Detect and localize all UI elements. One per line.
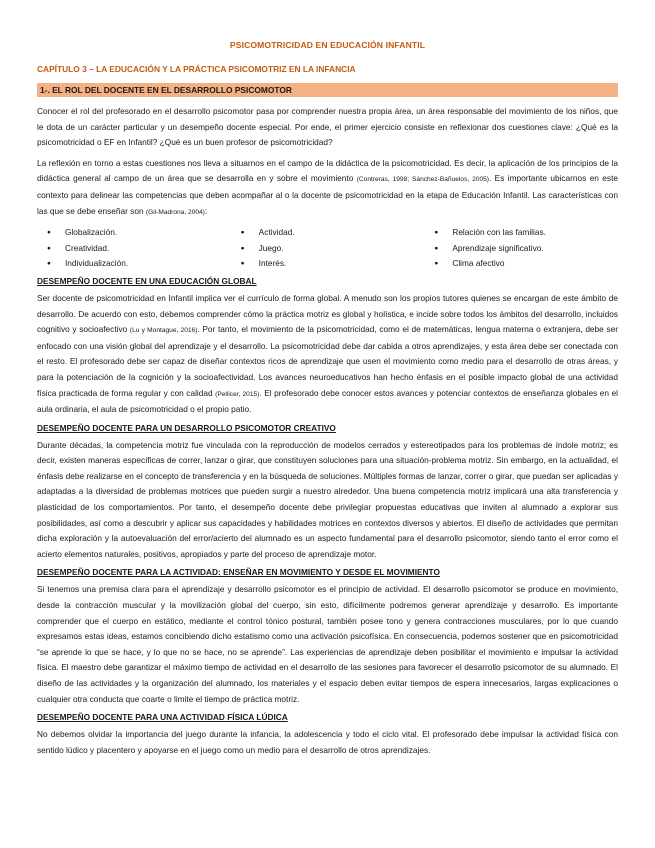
chapter-heading: CAPÍTULO 3 – LA EDUCACIÓN Y LA PRÁCTICA PSICOMOTRIZ EN LA INFANCIA (37, 64, 356, 74)
document-title: PSICOMOTRICIDAD EN EDUCACIÓN INFANTIL (229, 40, 426, 50)
intro-text: La reflexión en torno a estas cuestiones nos lleva a situarnos en el campo de la didáctica de la psicomotricidad. Es decir, la aplicación de los principios de la didáctica general al campo de un área que se desarrolla en y sobre el movimiento (37, 157, 618, 184)
list-item: ● Creatividad. (37, 241, 231, 257)
section-heading: 1-. EL ROL DEL DOCENTE EN EL DESARROLLO PSICOMOTOR (37, 83, 618, 97)
citation: (Contreras, 1998; Sánchez-Bañuelos, 2005) (356, 176, 489, 184)
citation: (Pellicer, 2015) (215, 390, 260, 398)
list-item: ● Individualización. (37, 256, 231, 272)
paragraph-text: Ser docente de psicomotricidad en Infantil implica ver el currículo de forma global. A menudo son los propios tutores quienes se encargan de este ámbito de desarrollo. De acuerdo con esto, debemos comprender cómo la práctica motriz es global y holística, e incide sobre todos los ámbitos del desarrollo, incluidos cognitivo y socioafectivo (37, 292, 618, 335)
intro-text: . Es importante ubicarnos en este contexto para delinear las competencias que deben acompañar al o la docente de psicomotricidad en la etapa de Educación Infantil. Las características con las que se debe enseñar son (37, 173, 618, 216)
intro-text: : (204, 205, 208, 216)
subsection-heading-activity: DESEMPEÑO DOCENTE PARA LA ACTIVIDAD: ENSEÑAR EN MOVIMIENTO Y DESDE EL MOVIMIENTO (37, 567, 440, 578)
list-item: ● Actividad. (231, 225, 425, 241)
list-item: ● Interés. (231, 256, 425, 272)
paragraph-activity: Si tenemos una premisa clara para el aprendizaje y desarrollo psicomotor es el principio de actividad. El desarrollo psicomotor se produce en movimiento, desde la contracción muscular y la movilización global del cuerpo, sin esto, difícilmente podremos generar aprendizaje y desarrollo. Es importante comprender que el cuerpo en estático, mediante el control tónico postural, también posee tono y genera contracciones musculares, por lo que cuando expresamos estas ideas, estamos concibiendo dicho estatismo como una activación psicofísica. En consecuencia, podemos sostener que en psicomotricidad “se aprende lo que se hace, y lo que no se hace, no se aprende”. Las experiencias de aprendizaje deben posibilitar el movimiento e impulsar la actividad física. El maestro debe garantizar el máximo tiempo de actividad en el desarrollo de las sesiones para favorecer el desarrollo psicomotor de su alumnado. El diseño de las actividades y la organización del alumnado, los materiales y el espacio deben evitar tiempos de espera innecesarios, largas explicaciones o cualquier otra conducta que coarte o limite el tiempo de práctica motriz. (37, 584, 618, 704)
subsection-heading-creative: DESEMPEÑO DOCENTE PARA UN DESARROLLO PSICOMOTOR CREATIVO (37, 422, 336, 433)
list-item: ● Globalización. (37, 225, 231, 241)
intro-paragraph-1: Conocer el rol del profesorado en el desarrollo psicomotor pasa por comprender nuestra propia área, un área responsable del movimiento de los niños, que le dota de un carácter particular y un desempeño docente especial. Por ende, el primer ejercicio consiste en reflexionar dos cuestiones clave: ¿Qué es la psicomotricidad o EF en Infantil? ¿Qué es un buen profesor de psicomotricidad? (37, 106, 618, 148)
paragraph-creative: Durante décadas, la competencia motriz fue vinculada con la reproducción de modelos cerrados y estereotipados para los problemas de índole motriz; es decir, existen maneras específicas de correr, lanzar o girar, que constituyen soluciones para una situación-problema motriz. Sin embargo, en la actualidad, el énfasis debe realizarse en el concepto de transferencia y en la búsqueda de soluciones. Múltiples formas de lanzar, correr o girar, que puedan ser aplicadas y adaptadas a la diversidad de problemas motrices que pueden surgir a nuestro alrededor. Una buena competencia motriz implicará una alta transferencia y plasticidad de los comportamientos. Por tanto, el desempeño docente debe privilegiar propuestas educativas que inviten al alumnado a explorar sus posibilidades, así como a descubrir y aplicar sus capacidades y habilidades motrices en contextos diversos y abiertos. El diseño de actividades que permitan dicha exploración y la autoevaluación del error/acierto del alumnado es un aspecto fundamental para el desarrollo psicomotor, siendo tanto el error como el acierto elementos naturales, positivos, apropiados y parte del proceso de aprendizaje motor. (37, 439, 618, 559)
document-page (37, 40, 618, 763)
citation: (Gil-Madrona, 2004) (145, 208, 205, 216)
intro-paragraph-2 (37, 156, 618, 220)
list-item: ● Juego. (231, 241, 425, 257)
list-item: ● Clima afectivo (424, 256, 618, 272)
paragraph-global (37, 291, 618, 418)
citation: (Lu y Montague, 2016) (129, 327, 198, 335)
list-item: ● Aprendizaje significativo. (424, 241, 618, 257)
subsection-heading-ludic: DESEMPEÑO DOCENTE PARA UNA ACTIVIDAD FÍSICA LÚDICA (37, 712, 288, 723)
list-item: ● Relación con las familias. (424, 225, 618, 241)
paragraph-ludic: No debemos olvidar la importancia del juego durante la infancia, la adolescencia y todo el ciclo vital. El profesorado debe impulsar la actividad física con sentido lúdico y placentero y apoyarse en el juego como un medio para el desarrollo de otros aprendizajes. (37, 729, 618, 755)
paragraph-text: . El profesorado debe conocer estos avances y potenciar contextos de enseñanza globales en el aula ordinaria, el aula de psicomotricidad o el propio patio. (37, 387, 619, 415)
subsection-heading-global: DESEMPEÑO DOCENTE EN UNA EDUCACIÓN GLOBAL (37, 275, 257, 286)
paragraph-text: . Por tanto, el movimiento de la psicomotricidad, como el de matemáticas, lengua materna o extranjera, debe ser enfocado con una visión global del aprendizaje y el desarrollo. La psicomotricidad debe dar cabida a otros aprendizajes, y esta área debe ser conectada con el resto. El profesorado debe ser capaz de diseñar contextos ricos de aprendizaje que usen el movimiento como medio para el desarrollo de otras áreas, y para la potenciación de la cognición y la socioafectividad. Los avances neuroeducativos han hecho énfasis en el posible impacto global de una actividad física practicada de forma regular y con calidad (37, 324, 618, 398)
characteristics-list (37, 225, 618, 272)
